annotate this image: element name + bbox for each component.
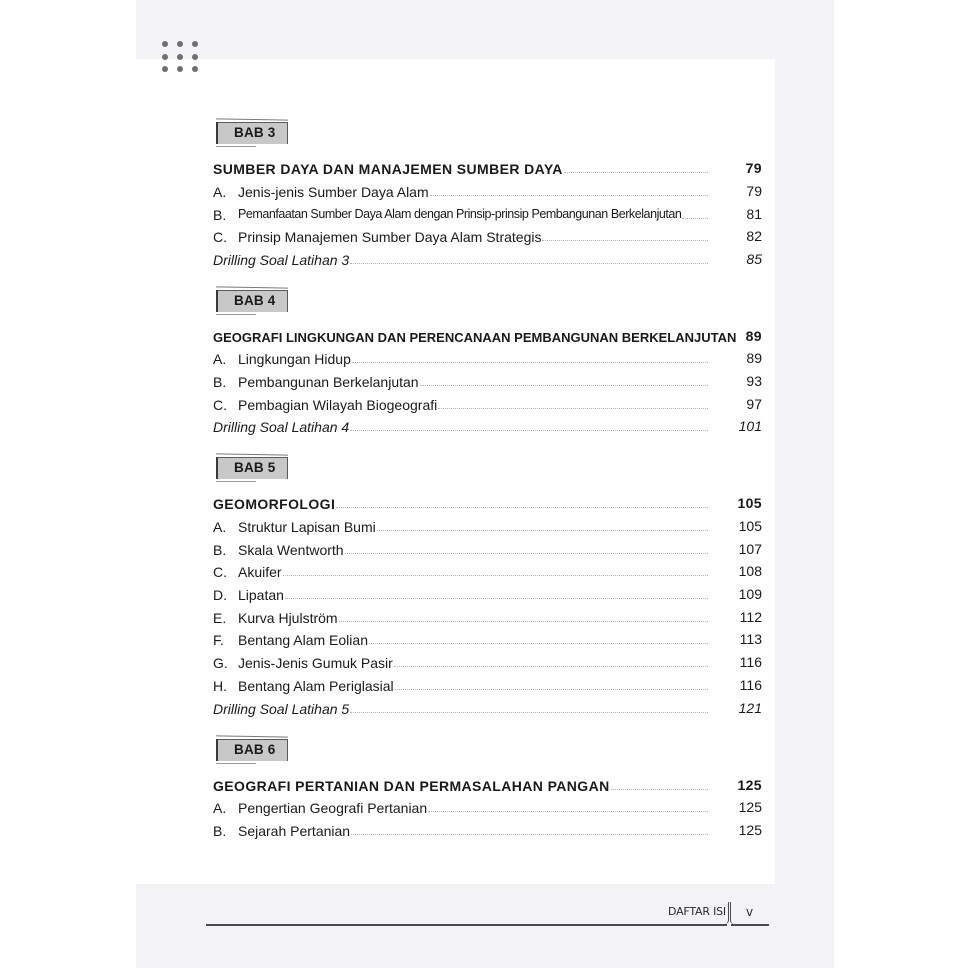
- toc-entry[interactable]: [213, 651, 762, 671]
- chapter-heading[interactable]: [213, 325, 762, 345]
- page-number: 113: [739, 631, 762, 647]
- page-number: 116: [739, 677, 762, 693]
- dot-leader: [682, 218, 708, 219]
- section-label: Jenis-jenis Sumber Daya Alam: [238, 184, 429, 200]
- section-letter: A.: [213, 800, 227, 816]
- toc-entry[interactable]: [213, 538, 762, 558]
- dot-leader: [351, 834, 708, 835]
- toc-entry[interactable]: [213, 560, 762, 580]
- toc-entry[interactable]: [213, 628, 762, 648]
- dot-leader: [345, 553, 708, 554]
- dot-leader: [336, 507, 708, 508]
- page-number: 89: [745, 328, 762, 344]
- page-number: 112: [739, 609, 762, 625]
- section-letter: C.: [213, 564, 227, 580]
- section-label: Pengertian Geografi Pertanian: [238, 800, 428, 816]
- page-number: 107: [738, 541, 762, 557]
- page-number: 109: [738, 586, 762, 602]
- chapter-title: GEOGRAFI LINGKUNGAN DAN PERENCANAAN PEMBANGUNAN BERKELANJUTAN: [213, 330, 737, 345]
- chapter-title: GEOGRAFI PERTANIAN DAN PERMASALAHAN PANGAN: [213, 778, 610, 794]
- chapter-title: SUMBER DAYA DAN MANAJEMEN SUMBER DAYA: [213, 161, 563, 177]
- chapter-tag: BAB 4: [216, 290, 288, 312]
- section-label: Skala Wentworth: [238, 542, 344, 558]
- dot-leader: [350, 263, 708, 264]
- page-number: 105: [738, 518, 762, 534]
- chapter-heading[interactable]: [213, 492, 762, 512]
- folio-page-number: v: [746, 905, 754, 919]
- drill-label: Drilling Soal Latihan 3: [213, 252, 350, 268]
- page-number: 79: [746, 183, 762, 199]
- section-label: Pembangunan Berkelanjutan: [238, 374, 419, 390]
- section-label: Struktur Lapisan Bumi: [238, 519, 376, 535]
- dot-leader: [395, 689, 708, 690]
- dot-leader: [394, 666, 708, 667]
- section-label: Jenis-Jenis Gumuk Pasir: [238, 655, 393, 671]
- dot-leader: [350, 712, 708, 713]
- section-letter: G.: [213, 655, 228, 671]
- toc-entry[interactable]: [213, 370, 762, 390]
- toc-entry-drill[interactable]: [213, 697, 762, 717]
- chapter-tag: BAB 3: [216, 122, 288, 144]
- section-letter: B.: [213, 374, 227, 390]
- dot-leader: [285, 598, 708, 599]
- toc-entry[interactable]: [213, 393, 762, 413]
- dot-grid-decoration-icon: [162, 41, 202, 73]
- toc-entry[interactable]: [213, 180, 762, 200]
- section-letter: C.: [213, 229, 227, 245]
- toc-entry-drill[interactable]: [213, 248, 762, 268]
- dot-leader: [339, 621, 708, 622]
- section-letter: B.: [213, 823, 227, 839]
- section-label: Bentang Alam Periglasial: [238, 678, 394, 694]
- toc-entry[interactable]: [213, 819, 762, 839]
- section-label: Akuifer: [238, 564, 282, 580]
- footer-rule: [206, 924, 727, 926]
- page-number: 125: [738, 799, 762, 815]
- dot-leader: [377, 530, 708, 531]
- page-number: 82: [746, 228, 762, 244]
- footer-rule-right: [731, 924, 769, 926]
- page-number: 97: [746, 396, 762, 412]
- section-letter: F.: [213, 632, 224, 648]
- section-letter: H.: [213, 678, 227, 694]
- page-number: 89: [746, 350, 762, 366]
- dot-leader: [283, 575, 708, 576]
- toc-entry[interactable]: [213, 203, 762, 223]
- page-number: 125: [738, 822, 762, 838]
- section-letter: C.: [213, 397, 227, 413]
- section-letter: D.: [213, 587, 227, 603]
- page-number: 81: [746, 206, 762, 222]
- section-letter: B.: [213, 207, 227, 223]
- page-number: 121: [738, 700, 762, 716]
- chapter-heading[interactable]: [213, 774, 762, 794]
- dot-leader: [611, 789, 708, 790]
- page-number: 93: [746, 373, 762, 389]
- page-number: 105: [737, 495, 762, 511]
- toc-entry[interactable]: [213, 225, 762, 245]
- page-number: 108: [738, 563, 762, 579]
- toc-entry[interactable]: [213, 674, 762, 694]
- section-letter: A.: [213, 184, 227, 200]
- toc-entry[interactable]: [213, 606, 762, 626]
- section-label: Lingkungan Hidup: [238, 351, 351, 367]
- section-label: Sejarah Pertanian: [238, 823, 351, 839]
- drill-label: Drilling Soal Latihan 4: [213, 419, 350, 435]
- running-footer-label: DAFTAR ISI: [668, 905, 726, 918]
- page-number: 85: [746, 251, 762, 267]
- page-number: 79: [745, 160, 762, 176]
- toc-entry[interactable]: [213, 583, 762, 603]
- dot-leader: [430, 195, 708, 196]
- dot-leader: [352, 362, 708, 363]
- dot-leader: [369, 643, 708, 644]
- chapter-heading[interactable]: [213, 157, 762, 177]
- section-letter: E.: [213, 610, 227, 626]
- dot-leader: [438, 408, 708, 409]
- page-number: 116: [739, 654, 762, 670]
- page-number: 125: [737, 777, 762, 793]
- section-letter: A.: [213, 351, 227, 367]
- section-label: Lipatan: [238, 587, 284, 603]
- dot-leader: [428, 811, 708, 812]
- section-label: Pemanfaatan Sumber Daya Alam dengan Prinsip-prinsip Pembangunan Berkelanjutan: [238, 207, 682, 221]
- section-letter: B.: [213, 542, 227, 558]
- dot-leader: [350, 430, 708, 431]
- dot-leader: [564, 172, 708, 173]
- toc-entry[interactable]: [213, 515, 762, 535]
- drill-label: Drilling Soal Latihan 5: [213, 701, 350, 717]
- footer-divider-right: [730, 902, 734, 924]
- chapter-title: GEOMORFOLOGI: [213, 496, 336, 512]
- dot-leader: [542, 240, 708, 241]
- chapter-tag: BAB 5: [216, 457, 288, 479]
- section-label: Pembagian Wilayah Biogeografi: [238, 397, 438, 413]
- toc-entry[interactable]: [213, 347, 762, 367]
- chapter-tag: BAB 6: [216, 739, 288, 761]
- section-label: Prinsip Manajemen Sumber Daya Alam Strategis: [238, 229, 542, 245]
- page-number: 101: [738, 418, 762, 434]
- toc-entry-drill[interactable]: [213, 415, 762, 435]
- section-label: Kurva Hjulström: [238, 610, 338, 626]
- section-label: Bentang Alam Eolian: [238, 632, 368, 648]
- dot-leader: [420, 385, 708, 386]
- section-letter: A.: [213, 519, 227, 535]
- toc-entry[interactable]: [213, 796, 762, 816]
